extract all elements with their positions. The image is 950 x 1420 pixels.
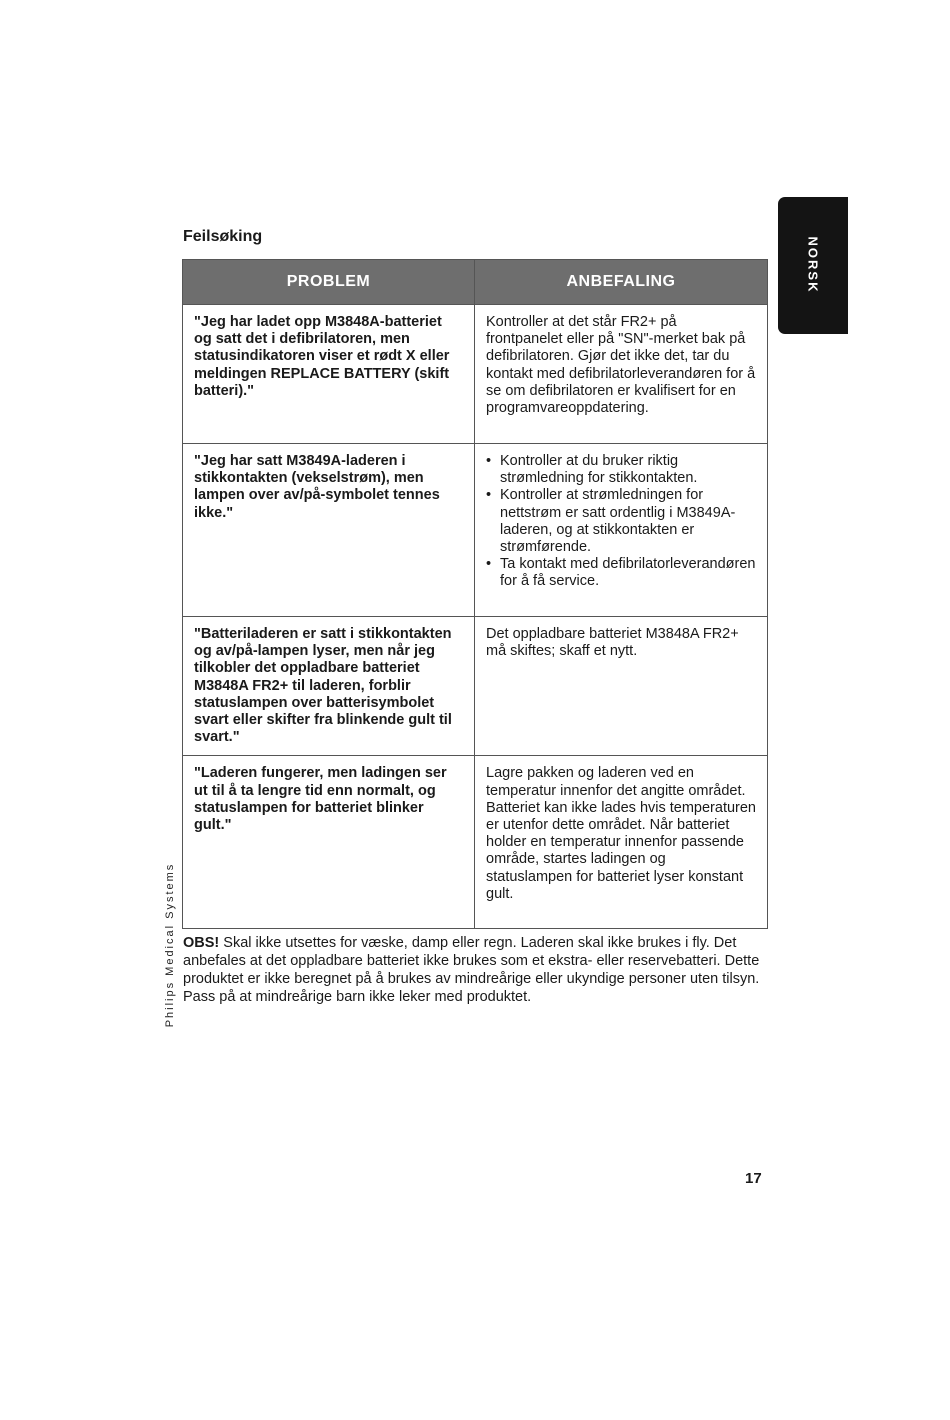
warning-label: OBS!	[183, 935, 220, 951]
table-row	[183, 305, 768, 444]
warning-note	[183, 934, 763, 1006]
recommendation-cell	[475, 444, 768, 617]
problem-cell: "Batteriladeren er satt i stikkontakten og av/på-lampen lyser, men når jeg tilkobler det oppladbare batteriet M3848A FR2+ til laderen, forblir statuslampen over batterisymbolet svart eller skifter fra blinkende gult til svart."	[183, 617, 475, 756]
list-item: • Ta kontakt med defibrilatorleverandøren for å få service.	[486, 556, 756, 590]
page-number: 17	[745, 1170, 762, 1187]
warning-text: Skal ikke utsettes for væske, damp eller regn. Laderen skal ikke brukes i fly. Det anbefales at det oppladbare batteriet ikke brukes som et ekstra- eller reservebatteri. Dette produktet er ikke beregnet på å brukes av mindreårige eller ukyndige personer uten tilsyn. Pass på at mindreårige barn ikke leker med produktet.	[183, 935, 760, 1005]
problem-cell: "Jeg har satt M3849A-laderen i stikkontakten (vekselstrøm), men lampen over av/på-symbolet tennes ikke."	[183, 444, 475, 617]
language-tab-label: NORSK	[805, 236, 821, 294]
recommendation-cell: Det oppladbare batteriet M3848A FR2+ må skiftes; skaff et nytt.	[475, 617, 768, 756]
header-recommendation: ANBEFALING	[475, 260, 768, 305]
recommendation-list	[486, 453, 756, 591]
recommendation-cell: Kontroller at det står FR2+ på frontpanelet eller på "SN"-merket bak på defibrilatoren. Gjør det ikke det, tar du kontakt med defibrilatorleverandøren for å se om defibrilatoren er kvalifisert for en programvareoppdatering.	[475, 305, 768, 444]
language-tab	[778, 197, 848, 334]
problem-cell: "Laderen fungerer, men ladingen ser ut til å ta lengre tid enn normalt, og statuslampen for batteriet blinker gult."	[183, 756, 475, 929]
table-header-row	[183, 260, 768, 305]
brand-label: Philips Medical Systems	[164, 862, 176, 1028]
troubleshooting-table	[182, 259, 768, 929]
section-title: Feilsøking	[183, 228, 263, 245]
table-row	[183, 756, 768, 929]
list-item: • Kontroller at du bruker riktig strømledning for stikkontakten.	[486, 453, 756, 487]
recommendation-cell: Lagre pakken og laderen ved en temperatur innenfor det angitte området. Batteriet kan ikke lades hvis temperaturen er utenfor dette området. Når batteriet holder en temperatur innenfor passende område, startes ladingen og statuslampen for batteriet lyser konstant gult.	[475, 756, 768, 929]
table-row	[183, 617, 768, 756]
table-row	[183, 444, 768, 617]
list-item: • Kontroller at strømledningen for nettstrøm er satt ordentlig i M3849A-laderen, og at stikkontakten er strømførende.	[486, 487, 756, 556]
problem-cell: "Jeg har ladet opp M3848A-batteriet og satt det i defibrilatoren, men statusindikatoren viser et rødt X eller meldingen REPLACE BATTERY (skift batteri)."	[183, 305, 475, 444]
header-problem: PROBLEM	[183, 260, 475, 305]
